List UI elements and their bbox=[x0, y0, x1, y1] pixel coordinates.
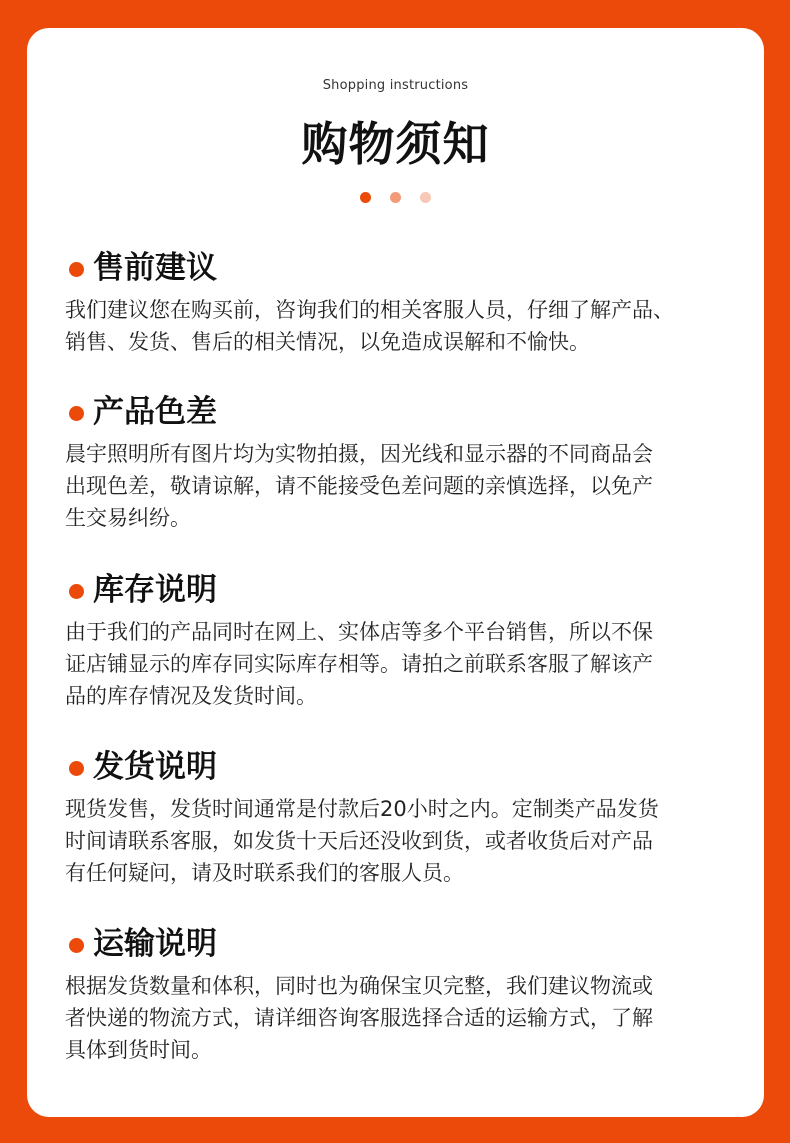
section-title: 运输说明 bbox=[93, 926, 217, 962]
bullet-icon bbox=[69, 262, 84, 277]
section-body: 我们建议您在购买前，咨询我们的相关客服人员，仔细了解产品、 销售、发货、售后的相关情况，以免造成误解和不愉快。 bbox=[65, 298, 674, 354]
dot-indicator-3 bbox=[420, 192, 431, 203]
dot-indicator-2 bbox=[390, 192, 401, 203]
section-body: 由于我们的产品同时在网上、实体店等多个平台销售，所以不保 证店铺显示的库存同实际库存相等。请拍之前联系客服了解该产 品的库存情况及发货时间。 bbox=[65, 620, 653, 708]
section-title: 售前建议 bbox=[93, 250, 217, 286]
bullet-icon bbox=[69, 584, 84, 599]
section-body: 现货发售，发货时间通常是付款后20小时之内。定制类产品发货 时间请联系客服，如发货十天后还没收到货，或者收货后对产品 有任何疑问，请及时联系我们的客服人员。 bbox=[65, 797, 659, 885]
section-title: 发货说明 bbox=[93, 749, 217, 785]
section-color-difference bbox=[65, 390, 735, 534]
section-title: 库存说明 bbox=[93, 572, 217, 608]
content-card bbox=[27, 28, 764, 1117]
section-body: 晨宇照明所有图片均为实物拍摄，因光线和显示器的不同商品会 出现色差，敬请谅解，请不能接受色差问题的亲慎选择，以免产 生交易纠纷。 bbox=[65, 442, 653, 530]
dot-indicator-1 bbox=[360, 192, 371, 203]
page-subtitle: Shopping instructions bbox=[322, 78, 469, 93]
bullet-icon bbox=[69, 938, 84, 953]
section-transport-notes bbox=[65, 922, 735, 1066]
section-title: 产品色差 bbox=[93, 394, 217, 430]
section-body: 根据发货数量和体积，同时也为确保宝贝完整，我们建议物流或 者快递的物流方式，请详细咨询客服选择合适的运输方式，了解 具体到货时间。 bbox=[65, 974, 653, 1062]
section-shipping-notes bbox=[65, 745, 735, 889]
bullet-icon bbox=[69, 406, 84, 421]
section-pre-sale-advice bbox=[65, 246, 735, 358]
bullet-icon bbox=[69, 761, 84, 776]
decorative-dots bbox=[27, 192, 764, 204]
page-title: 购物须知 bbox=[301, 117, 490, 171]
section-inventory-notes bbox=[65, 568, 735, 712]
